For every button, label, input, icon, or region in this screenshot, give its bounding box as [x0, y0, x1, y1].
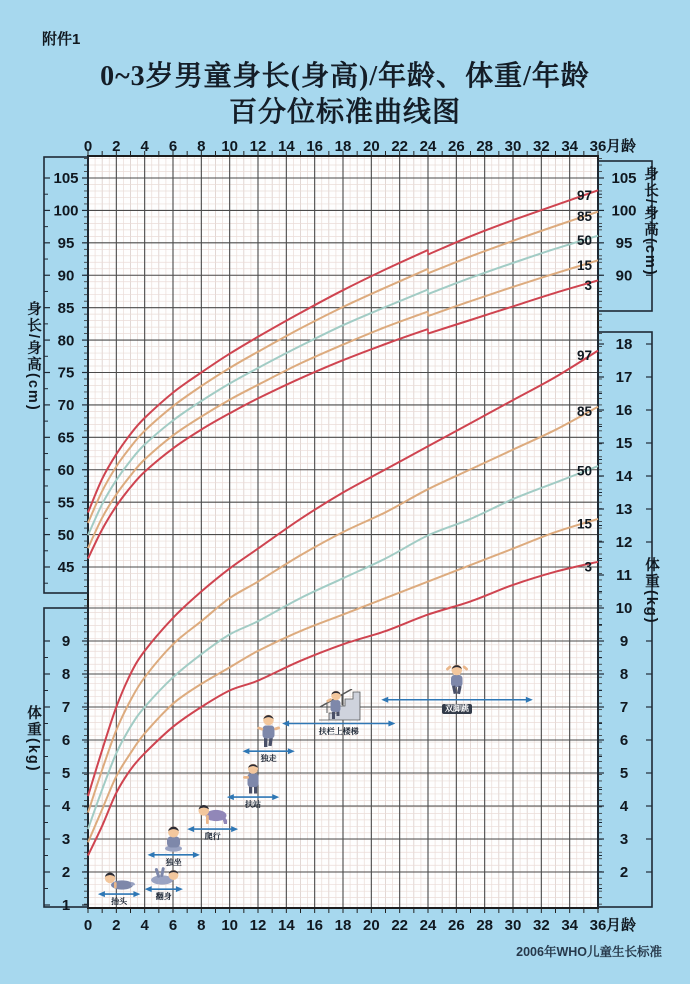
axis-label: 8	[619, 666, 629, 684]
attachment-label: 附件1	[42, 31, 81, 48]
baby-jump-icon	[444, 663, 470, 697]
axis-label: 26	[447, 917, 465, 934]
axis-label: 30	[504, 138, 522, 155]
axis-label: 105	[53, 170, 79, 188]
axis-label: 100	[611, 202, 637, 220]
axis-label: 15	[615, 435, 633, 453]
axis-label: 1	[61, 897, 71, 915]
axis-label: 4	[61, 798, 71, 816]
axis-label: 36	[589, 138, 607, 155]
axis-label: 0	[83, 138, 93, 155]
axis-label: 100	[53, 202, 79, 220]
axis-label: 90	[57, 267, 75, 285]
axis-label: 5	[619, 765, 629, 783]
axis-label: 3	[619, 831, 629, 849]
axis-label: 2	[112, 917, 121, 934]
axis-label: 2	[112, 138, 121, 155]
axis-label: 90	[615, 267, 633, 285]
axis-label: 9	[619, 633, 629, 651]
axis-label: 月龄	[606, 138, 637, 155]
axis-label: 2	[61, 864, 71, 882]
axis-label: 13	[615, 501, 633, 519]
axis-label: 月龄	[606, 917, 637, 934]
height-curve-label-p3: 3	[584, 277, 592, 293]
axis-label: 50	[57, 526, 75, 544]
axis-label: 4	[140, 917, 149, 934]
axis-label: 8	[197, 917, 206, 934]
weight-curve-label-p97: 97	[576, 348, 592, 364]
axis-label: 8	[197, 138, 206, 155]
axis-label: 85	[57, 299, 75, 317]
axis-label: 14	[277, 138, 295, 155]
axis-label: 95	[615, 235, 633, 253]
axis-label: 18	[615, 336, 633, 354]
axis-label: 17	[615, 369, 633, 387]
axis-label: 95	[57, 235, 75, 253]
milestone-label: 翻身	[155, 892, 172, 902]
axis-label: 55	[57, 494, 75, 512]
axis-label: 45	[57, 559, 75, 577]
axis-label: 8	[61, 666, 71, 684]
axis-label: 75	[57, 364, 75, 382]
baby-climb-stairs-icon	[317, 689, 361, 721]
axis-label: 20	[362, 138, 380, 155]
milestone-label: 爬行	[204, 832, 221, 842]
axis-label: 6	[168, 917, 178, 934]
height-curve-label-p50: 50	[576, 233, 592, 249]
axis-label: 26	[447, 138, 465, 155]
axis-label: 4	[619, 798, 629, 816]
axis-label: 80	[57, 332, 75, 350]
left-height-axis-box	[44, 157, 88, 593]
axis-label: 18	[334, 917, 352, 934]
axis-label: 16	[306, 917, 324, 934]
milestone-label: 双脚跳	[442, 704, 472, 714]
axis-label: 7	[61, 699, 71, 717]
axis-label: 12	[249, 917, 267, 934]
weight-curve-label-p85: 85	[576, 404, 592, 420]
axis-label: 20	[362, 917, 380, 934]
axis-label: 36	[589, 917, 607, 934]
axis-label: 11	[616, 567, 632, 585]
left-weight-axis-box	[44, 608, 88, 914]
axis-label: 5	[61, 765, 71, 783]
axis-label: 16	[306, 138, 324, 155]
height-curve-label-p85: 85	[576, 209, 592, 225]
axis-label: 16	[615, 402, 633, 420]
axis-label: 10	[221, 138, 239, 155]
right-weight-axis-title: 体重(kg)	[643, 557, 659, 625]
milestone-label: 扶站	[245, 800, 262, 810]
height-curve-label-p97: 97	[576, 187, 592, 203]
axis-label: 10	[221, 917, 239, 934]
axis-label: 7	[619, 699, 629, 717]
axis-label: 24	[419, 138, 437, 155]
axis-label: 34	[561, 138, 579, 155]
axis-label: 28	[476, 138, 494, 155]
axis-label: 6	[61, 732, 71, 750]
axis-label: 14	[615, 468, 633, 486]
axis-label: 0	[83, 917, 93, 934]
baby-crawl-icon	[196, 802, 230, 826]
axis-label: 9	[61, 633, 71, 651]
axis-label: 6	[619, 732, 629, 750]
axis-label: 65	[57, 429, 75, 447]
axis-label: 34	[561, 917, 579, 934]
axis-label: 12	[615, 534, 633, 552]
milestone-label: 扶栏上楼梯	[318, 726, 359, 736]
baby-walk-alone-icon	[256, 714, 282, 748]
baby-stand-support-icon	[242, 763, 264, 794]
axis-label: 70	[57, 397, 75, 415]
source-note: 2006年WHO儿童生长标准	[516, 945, 662, 959]
axis-label: 30	[504, 917, 522, 934]
weight-curve-label-p50: 50	[576, 463, 592, 479]
axis-label: 14	[277, 917, 295, 934]
weight-curve-label-p3: 3	[584, 559, 592, 575]
axis-label: 2	[619, 864, 629, 882]
axis-label: 3	[61, 831, 71, 849]
axis-label: 22	[391, 917, 409, 934]
right-height-axis-title: 身长/身高(cm)	[642, 166, 658, 277]
axis-label: 60	[57, 461, 75, 479]
height-curve-label-p15: 15	[576, 257, 592, 273]
milestone-label: 独走	[260, 754, 277, 764]
milestone-label: 抬头	[111, 897, 128, 907]
axis-label: 105	[611, 170, 637, 188]
axis-label: 12	[249, 138, 267, 155]
baby-sit-alone-icon	[162, 826, 185, 852]
milestone-label: 独坐	[165, 857, 182, 867]
axis-label: 6	[168, 138, 178, 155]
axis-label: 32	[532, 917, 550, 934]
weight-curve-label-p15: 15	[576, 516, 592, 532]
chart-title-line1: 0~3岁男童身长(身高)/年龄、体重/年龄	[100, 61, 590, 92]
axis-label: 24	[419, 917, 437, 934]
baby-lift-head-icon	[102, 870, 136, 891]
axis-label: 28	[476, 917, 494, 934]
axis-label: 10	[615, 600, 633, 618]
axis-label: 32	[532, 138, 550, 155]
axis-label: 4	[140, 138, 149, 155]
axis-label: 22	[391, 138, 409, 155]
left-height-axis-title: 身长/身高(cm)	[25, 301, 41, 412]
axis-label: 18	[334, 138, 352, 155]
left-weight-axis-title: 体重(kg)	[25, 705, 41, 773]
chart-title-line2: 百分位标准曲线图	[228, 97, 461, 128]
